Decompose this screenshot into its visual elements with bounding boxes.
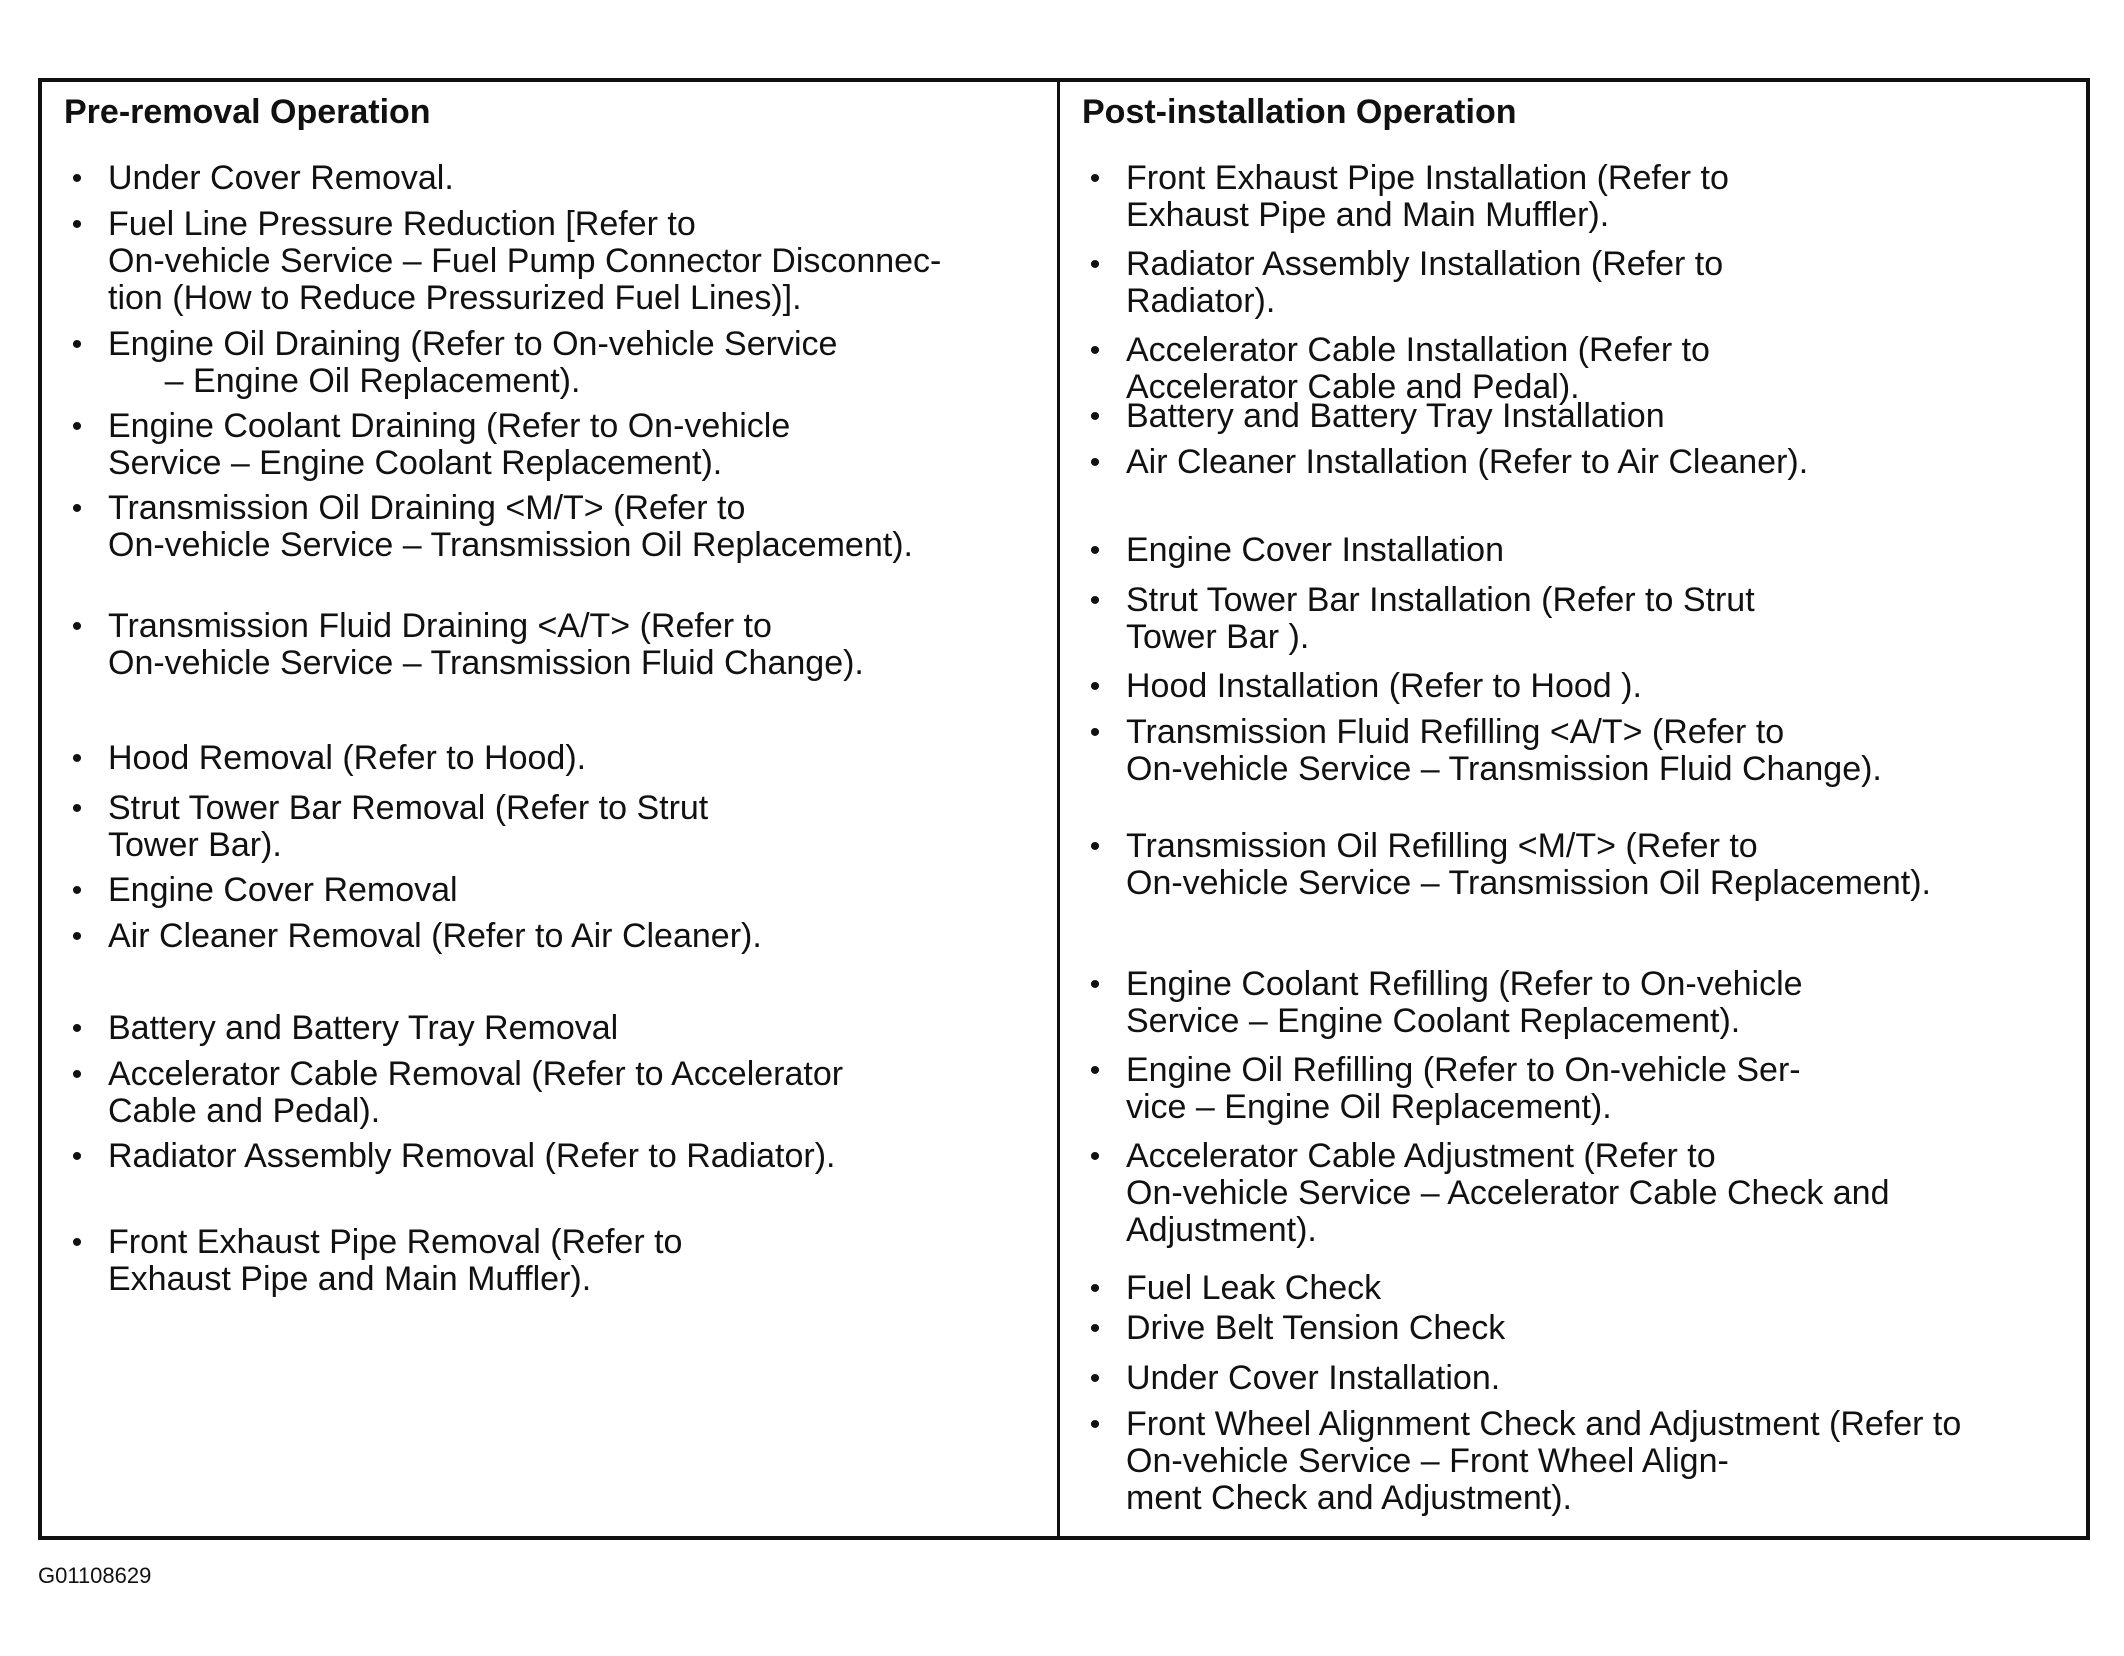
list-item-text: Strut Tower Bar Removal (Refer to Strut Tower Bar). [108,789,709,864]
bullet-icon: • [1089,830,1101,863]
bullet-icon: • [1089,968,1101,1001]
bullet-icon: • [1089,1272,1101,1305]
bullet-icon: • [71,1058,83,1091]
bullet-icon: • [71,874,83,907]
bullet-icon: • [1089,584,1101,617]
bullet-icon: • [71,920,83,953]
list-item-text: Radiator Assembly Removal (Refer to Radiator). [108,1137,836,1175]
list-item-text: Fuel Line Pressure Reduction [Refer to On-vehicle Service – Fuel Pump Connector Disconnec- tion (How to Reduce Pressurized Fuel Lines)]. [108,205,942,317]
list-item-text: Battery and Battery Tray Removal [108,1009,619,1047]
bullet-icon: • [1089,446,1101,479]
list-item-text: Accelerator Cable Installation (Refer to Accelerator Cable and Pedal). [1126,331,1710,406]
bullet-icon: • [71,410,83,443]
list-item-text: Hood Installation (Refer to Hood ). [1126,667,1642,705]
list-item-text: Front Exhaust Pipe Removal (Refer to Exhaust Pipe and Main Muffler). [108,1223,683,1298]
list-item-text: Engine Oil Draining (Refer to On-vehicle Service – Engine Oil Replacement). [108,325,838,400]
list-item-text: Battery and Battery Tray Installation [1126,397,1665,435]
bullet-icon: • [71,742,83,775]
list-item-text: Transmission Fluid Draining <A/T> (Refer to On-vehicle Service – Transmission Fluid Change). [108,607,864,682]
bullet-icon: • [1089,400,1101,433]
list-item-text: Engine Coolant Refilling (Refer to On-vehicle Service – Engine Coolant Replacement). [1126,965,1803,1040]
bullet-icon: • [71,1012,83,1045]
post-installation-column [1060,82,2086,1536]
bullet-icon: • [1089,1362,1101,1395]
list-item-text: Under Cover Installation. [1126,1359,1501,1397]
list-item-text: Hood Removal (Refer to Hood). [108,739,587,777]
bullet-icon: • [71,1226,83,1259]
figure-id: G01108629 [38,1563,152,1588]
list-item-text: Accelerator Cable Removal (Refer to Accelerator Cable and Pedal). [108,1055,844,1130]
bullet-icon: • [1089,1054,1101,1087]
bullet-icon: • [71,208,83,241]
list-item-text: Air Cleaner Removal (Refer to Air Cleaner). [108,917,762,955]
list-item-text: Transmission Fluid Refilling <A/T> (Refer to On-vehicle Service – Transmission Fluid Change). [1126,713,1882,788]
list-item-text: Strut Tower Bar Installation (Refer to Strut Tower Bar ). [1126,581,1755,656]
list-item-text: Engine Cover Installation [1126,531,1505,569]
bullet-icon: • [71,610,83,643]
list-item-text: Air Cleaner Installation (Refer to Air Cleaner). [1126,443,1809,481]
list-item-text: Transmission Oil Refilling <M/T> (Refer to On-vehicle Service – Transmission Oil Replacement). [1126,827,1931,902]
bullet-icon: • [1089,248,1101,281]
bullet-icon: • [1089,334,1101,367]
list-item-text: Front Wheel Alignment Check and Adjustment (Refer to On-vehicle Service – Front Wheel Align- ment Check and Adjustment). [1126,1405,1962,1517]
bullet-icon: • [1089,534,1101,567]
list-item-text: Engine Oil Refilling (Refer to On-vehicle Ser- vice – Engine Oil Replacement). [1126,1051,1801,1126]
list-item-text: Front Exhaust Pipe Installation (Refer to Exhaust Pipe and Main Muffler). [1126,159,1729,234]
list-item-text: Engine Cover Removal [108,871,458,909]
bullet-icon: • [1089,716,1101,749]
list-item-text: Drive Belt Tension Check [1126,1309,1506,1347]
bullet-icon: • [1089,1408,1101,1441]
post-installation-heading: Post-installation Operation [1082,93,1517,131]
list-item-text: Under Cover Removal. [108,159,454,197]
bullet-icon: • [1089,1312,1101,1345]
list-item-text: Engine Coolant Draining (Refer to On-vehicle Service – Engine Coolant Replacement). [108,407,791,482]
bullet-icon: • [1089,670,1101,703]
bullet-icon: • [71,492,83,525]
bullet-icon: • [71,1140,83,1173]
bullet-icon: • [1089,162,1101,195]
list-item-text: Fuel Leak Check [1126,1269,1382,1307]
list-item-text: Transmission Oil Draining <M/T> (Refer to On-vehicle Service – Transmission Oil Replacement). [108,489,913,564]
list-item-text: Radiator Assembly Installation (Refer to Radiator). [1126,245,1724,320]
list-item-text: Accelerator Cable Adjustment (Refer to On-vehicle Service – Accelerator Cable Check and Adjustment). [1126,1137,1890,1249]
bullet-icon: • [71,328,83,361]
bullet-icon: • [1089,1140,1101,1173]
operations-table [38,78,2090,1540]
pre-removal-heading: Pre-removal Operation [64,93,431,131]
bullet-icon: • [71,792,83,825]
pre-removal-column [42,82,1060,1536]
bullet-icon: • [71,162,83,195]
